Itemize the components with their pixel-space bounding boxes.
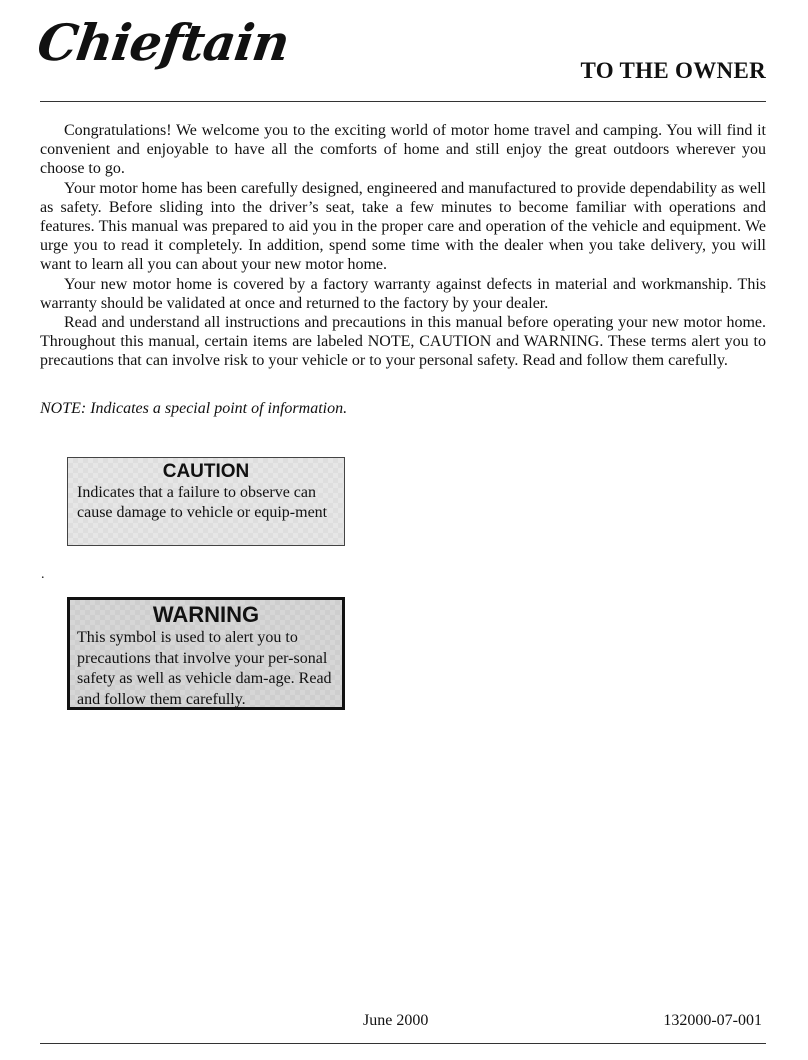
warning-text: This symbol is used to alert you to precautions that involve your per-sonal safety as well as vehicle dam-age. Read and follow them carefully. (77, 629, 332, 708)
paragraph-warranty: Your new motor home is covered by a factory warranty against defects in material and workmanship. This warranty should be validated at once and returned to the factory by your dealer. (40, 275, 766, 312)
caution-title: CAUTION (162, 461, 250, 482)
page-title: TO THE OWNER (580, 58, 766, 83)
stray-mark: . (41, 567, 45, 582)
footer-document-code: 132000-07-001 (663, 1012, 762, 1029)
caution-text: Indicates that a failure to observe can cause damage to vehicle or equip-ment (77, 484, 328, 521)
warning-box (67, 597, 345, 710)
note-line: NOTE: Indicates a special point of information. (40, 400, 348, 417)
footer-date: June 2000 (363, 1012, 429, 1029)
header-divider (40, 101, 766, 102)
intro-text (40, 121, 766, 371)
chieftain-logo: Chieftain (33, 13, 293, 72)
caution-box (67, 457, 345, 546)
paragraph-design: Your motor home has been carefully designed, engineered and manufactured to provide dependability as well as safety. Before sliding into the driver’s seat, take a few minutes to become familiar with operations and features. This manual was prepared to aid you in the proper care and operation of the vehicle and equipment. We urge you to read it completely. In addition, spend some time with the dealer when you take delivery, you will want to learn all you can about your new motor home. (40, 179, 766, 274)
footer-divider (40, 1043, 766, 1044)
paragraph-precautions: Read and understand all instructions and precautions in this manual before operating your new motor home. Throughout this manual, certain items are labeled NOTE, CAUTION and WARNING. These terms alert you to precautions that can involve risk to your vehicle or to your personal safety. Read and follow them carefully. (40, 314, 766, 370)
warning-title: WARNING (152, 602, 260, 627)
paragraph-congratulations: Congratulations! We welcome you to the exciting world of motor home travel and camping. You will find it convenient and enjoyable to have all the comforts of home and still enjoy the great outdoors wherever you choose to go. (40, 122, 766, 178)
